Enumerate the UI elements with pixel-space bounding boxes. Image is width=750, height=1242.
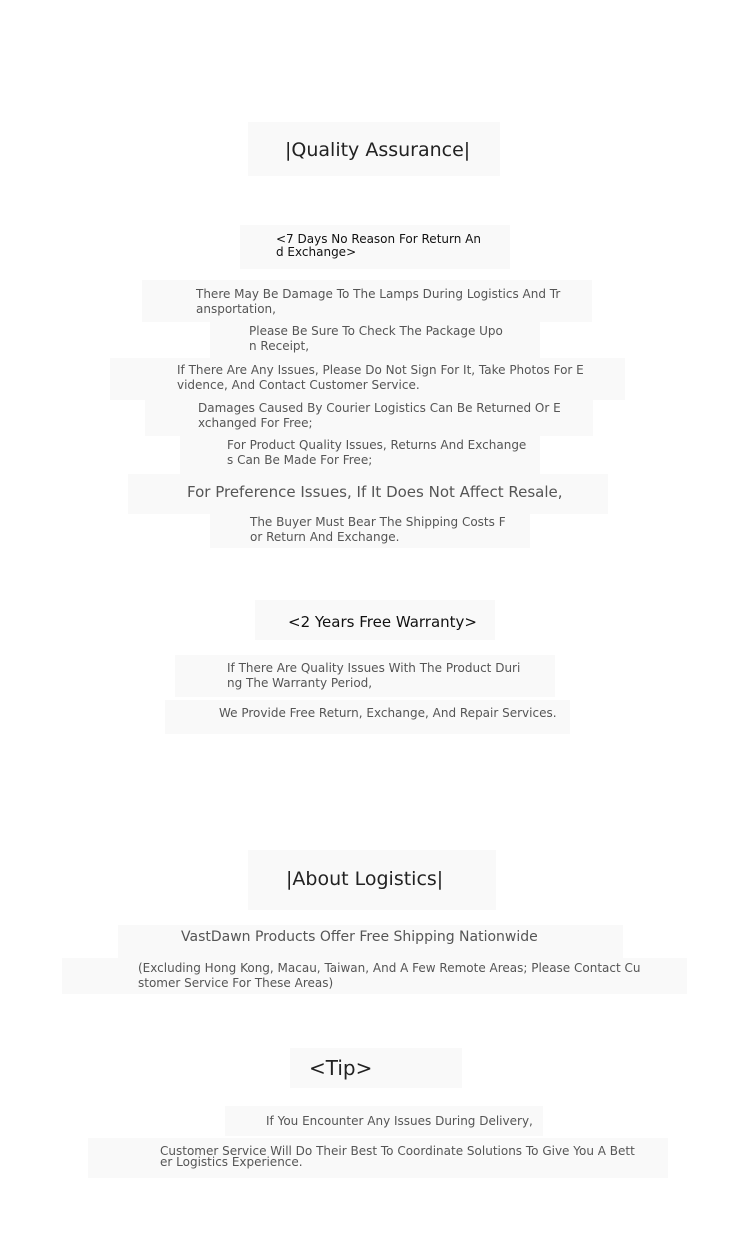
section-title-quality: |Quality Assurance| xyxy=(285,139,471,161)
quality-line-2: Please Be Sure To Check The Package Upo n Receipt, xyxy=(249,324,503,353)
logistics-line-2: (Excluding Hong Kong, Macau, Taiwan, And A Few Remote Areas; Please Contact Cu stomer Service For These Areas) xyxy=(138,961,641,990)
quality-line-3: If There Are Any Issues, Please Do Not Sign For It, Take Photos For E vidence, And Contact Customer Service. xyxy=(177,363,584,392)
quality-line-4: Damages Caused By Courier Logistics Can Be Returned Or E xchanged For Free; xyxy=(198,401,561,430)
quality-line-5: For Product Quality Issues, Returns And Exchange s Can Be Made For Free; xyxy=(227,438,527,467)
warranty-title: <2 Years Free Warranty> xyxy=(288,613,477,631)
tip-line-1: If You Encounter Any Issues During Delivery, xyxy=(266,1114,533,1128)
section-title-logistics: |About Logistics| xyxy=(286,868,444,890)
return-title: <7 Days No Reason For Return An d Exchange> xyxy=(276,232,481,259)
quality-line-1: There May Be Damage To The Lamps During Logistics And Tr ansportation, xyxy=(196,287,561,316)
quality-line-6: For Preference Issues, If It Does Not Affect Resale, xyxy=(187,483,563,501)
tip-line-2: Customer Service Will Do Their Best To Coordinate Solutions To Give You A Bett er Logistics Experience. xyxy=(160,1144,635,1169)
warranty-line-2: We Provide Free Return, Exchange, And Repair Services. xyxy=(219,706,557,720)
tip-title: <Tip> xyxy=(309,1056,373,1080)
warranty-line-1: If There Are Quality Issues With The Product Duri ng The Warranty Period, xyxy=(227,661,521,690)
logistics-line-1: VastDawn Products Offer Free Shipping Nationwide xyxy=(181,929,538,945)
quality-line-7: The Buyer Must Bear The Shipping Costs F or Return And Exchange. xyxy=(250,515,506,544)
